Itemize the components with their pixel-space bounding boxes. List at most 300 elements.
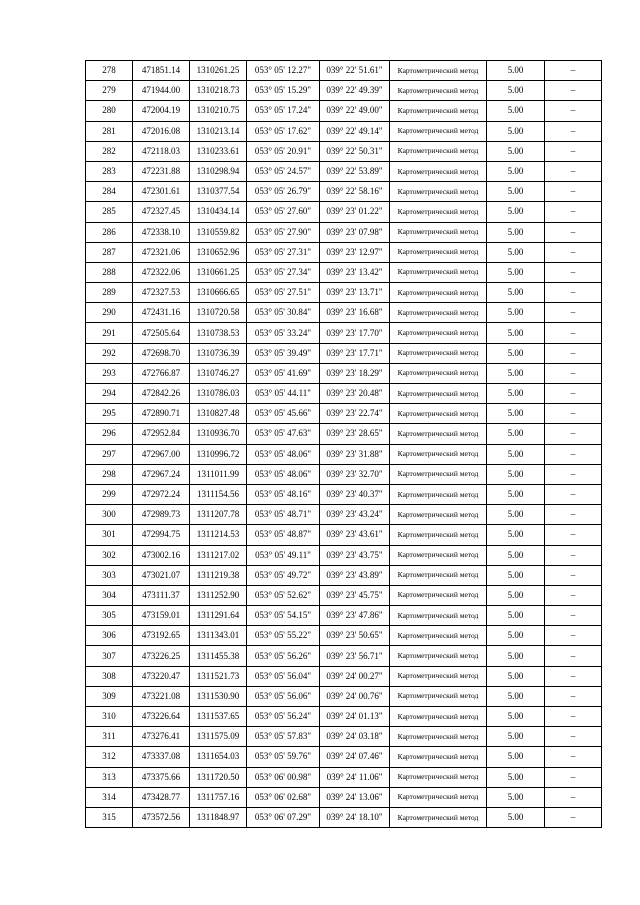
x-coordinate-cell: 473337.08 (133, 747, 190, 767)
x-coordinate-cell: 472972.24 (133, 484, 190, 504)
accuracy-cell: 5.00 (487, 505, 545, 525)
y-coordinate-cell: 1310377.54 (190, 182, 247, 202)
method-cell: Картометрический метод (390, 323, 487, 343)
point-number-cell: 288 (86, 262, 133, 282)
longitude-cell: 039° 24' 01.13" (320, 707, 390, 727)
accuracy-cell: 5.00 (487, 262, 545, 282)
y-coordinate-cell: 1311530.90 (190, 686, 247, 706)
x-coordinate-cell: 473002.16 (133, 545, 190, 565)
note-cell: – (545, 202, 602, 222)
latitude-cell: 053° 05' 48.06" (247, 444, 320, 464)
x-coordinate-cell: 473159.01 (133, 606, 190, 626)
latitude-cell: 053° 05' 27.51" (247, 283, 320, 303)
method-cell: Картометрический метод (390, 182, 487, 202)
point-number-cell: 312 (86, 747, 133, 767)
longitude-cell: 039° 23' 28.65" (320, 424, 390, 444)
y-coordinate-cell: 1311455.38 (190, 646, 247, 666)
note-cell: – (545, 222, 602, 242)
accuracy-cell: 5.00 (487, 343, 545, 363)
point-number-cell: 315 (86, 807, 133, 827)
longitude-cell: 039° 23' 47.86" (320, 606, 390, 626)
y-coordinate-cell: 1310261.25 (190, 61, 247, 81)
note-cell: – (545, 101, 602, 121)
longitude-cell: 039° 23' 32.70" (320, 464, 390, 484)
longitude-cell: 039° 22' 50.31" (320, 141, 390, 161)
latitude-cell: 053° 05' 27.90" (247, 222, 320, 242)
method-cell: Картометрический метод (390, 262, 487, 282)
x-coordinate-cell: 472321.06 (133, 242, 190, 262)
longitude-cell: 039° 23' 18.29" (320, 363, 390, 383)
accuracy-cell: 5.00 (487, 767, 545, 787)
accuracy-cell: 5.00 (487, 565, 545, 585)
y-coordinate-cell: 1310434.14 (190, 202, 247, 222)
point-number-cell: 296 (86, 424, 133, 444)
x-coordinate-cell: 473276.41 (133, 727, 190, 747)
point-number-cell: 313 (86, 767, 133, 787)
accuracy-cell: 5.00 (487, 182, 545, 202)
point-number-cell: 283 (86, 161, 133, 181)
x-coordinate-cell: 473021.07 (133, 565, 190, 585)
y-coordinate-cell: 1311575.09 (190, 727, 247, 747)
longitude-cell: 039° 23' 22.74" (320, 404, 390, 424)
coordinates-table (85, 60, 602, 828)
y-coordinate-cell: 1310827.48 (190, 404, 247, 424)
latitude-cell: 053° 05' 15.29" (247, 81, 320, 101)
note-cell: – (545, 626, 602, 646)
x-coordinate-cell: 472766.87 (133, 363, 190, 383)
latitude-cell: 053° 05' 17.24" (247, 101, 320, 121)
longitude-cell: 039° 24' 07.46" (320, 747, 390, 767)
note-cell: – (545, 121, 602, 141)
note-cell: – (545, 283, 602, 303)
table-row (86, 747, 602, 767)
note-cell: – (545, 242, 602, 262)
note-cell: – (545, 565, 602, 585)
table-row (86, 545, 602, 565)
table-row (86, 384, 602, 404)
accuracy-cell: 5.00 (487, 525, 545, 545)
accuracy-cell: 5.00 (487, 464, 545, 484)
latitude-cell: 053° 05' 49.11" (247, 545, 320, 565)
method-cell: Картометрический метод (390, 747, 487, 767)
note-cell: – (545, 707, 602, 727)
table-row (86, 626, 602, 646)
point-number-cell: 291 (86, 323, 133, 343)
accuracy-cell: 5.00 (487, 444, 545, 464)
table-row (86, 807, 602, 827)
table-row (86, 202, 602, 222)
longitude-cell: 039° 24' 03.18" (320, 727, 390, 747)
y-coordinate-cell: 1311521.73 (190, 666, 247, 686)
y-coordinate-cell: 1311343.01 (190, 626, 247, 646)
y-coordinate-cell: 1310736.39 (190, 343, 247, 363)
table-row (86, 323, 602, 343)
accuracy-cell: 5.00 (487, 727, 545, 747)
method-cell: Картометрический метод (390, 222, 487, 242)
x-coordinate-cell: 471851.14 (133, 61, 190, 81)
y-coordinate-cell: 1310213.14 (190, 121, 247, 141)
table-row (86, 585, 602, 605)
point-number-cell: 314 (86, 787, 133, 807)
point-number-cell: 308 (86, 666, 133, 686)
point-number-cell: 295 (86, 404, 133, 424)
x-coordinate-cell: 472890.71 (133, 404, 190, 424)
method-cell: Картометрический метод (390, 121, 487, 141)
y-coordinate-cell: 1311537.65 (190, 707, 247, 727)
note-cell: – (545, 444, 602, 464)
y-coordinate-cell: 1310720.58 (190, 303, 247, 323)
note-cell: – (545, 262, 602, 282)
note-cell: – (545, 767, 602, 787)
point-number-cell: 289 (86, 283, 133, 303)
method-cell: Картометрический метод (390, 343, 487, 363)
accuracy-cell: 5.00 (487, 303, 545, 323)
y-coordinate-cell: 1311154.56 (190, 484, 247, 504)
latitude-cell: 053° 05' 59.76" (247, 747, 320, 767)
point-number-cell: 300 (86, 505, 133, 525)
note-cell: – (545, 141, 602, 161)
method-cell: Картометрический метод (390, 101, 487, 121)
y-coordinate-cell: 1310233.61 (190, 141, 247, 161)
point-number-cell: 290 (86, 303, 133, 323)
note-cell: – (545, 303, 602, 323)
table-row (86, 787, 602, 807)
latitude-cell: 053° 05' 45.66" (247, 404, 320, 424)
accuracy-cell: 5.00 (487, 121, 545, 141)
longitude-cell: 039° 24' 13.06" (320, 787, 390, 807)
table-row (86, 646, 602, 666)
longitude-cell: 039° 23' 20.48" (320, 384, 390, 404)
method-cell: Картометрический метод (390, 484, 487, 504)
latitude-cell: 053° 05' 12.27" (247, 61, 320, 81)
method-cell: Картометрический метод (390, 727, 487, 747)
longitude-cell: 039° 23' 16.68" (320, 303, 390, 323)
x-coordinate-cell: 473375.66 (133, 767, 190, 787)
y-coordinate-cell: 1311011.99 (190, 464, 247, 484)
method-cell: Картометрический метод (390, 606, 487, 626)
table-row (86, 262, 602, 282)
method-cell: Картометрический метод (390, 545, 487, 565)
table-row (86, 686, 602, 706)
y-coordinate-cell: 1310738.53 (190, 323, 247, 343)
table-row (86, 242, 602, 262)
y-coordinate-cell: 1310936.70 (190, 424, 247, 444)
point-number-cell: 299 (86, 484, 133, 504)
table-row (86, 484, 602, 504)
accuracy-cell: 5.00 (487, 202, 545, 222)
note-cell: – (545, 182, 602, 202)
table-row (86, 444, 602, 464)
x-coordinate-cell: 473428.77 (133, 787, 190, 807)
method-cell: Картометрический метод (390, 787, 487, 807)
longitude-cell: 039° 22' 49.00" (320, 101, 390, 121)
point-number-cell: 279 (86, 81, 133, 101)
table-row (86, 182, 602, 202)
latitude-cell: 053° 05' 56.04" (247, 666, 320, 686)
note-cell: – (545, 727, 602, 747)
y-coordinate-cell: 1310559.82 (190, 222, 247, 242)
latitude-cell: 053° 05' 48.87" (247, 525, 320, 545)
method-cell: Картометрический метод (390, 646, 487, 666)
accuracy-cell: 5.00 (487, 707, 545, 727)
longitude-cell: 039° 23' 07.98" (320, 222, 390, 242)
accuracy-cell: 5.00 (487, 585, 545, 605)
accuracy-cell: 5.00 (487, 484, 545, 504)
method-cell: Картометрический метод (390, 202, 487, 222)
method-cell: Картометрический метод (390, 363, 487, 383)
note-cell: – (545, 61, 602, 81)
point-number-cell: 280 (86, 101, 133, 121)
longitude-cell: 039° 23' 50.65" (320, 626, 390, 646)
table-row (86, 101, 602, 121)
longitude-cell: 039° 23' 31.88" (320, 444, 390, 464)
y-coordinate-cell: 1311654.03 (190, 747, 247, 767)
note-cell: – (545, 404, 602, 424)
table-row (86, 303, 602, 323)
accuracy-cell: 5.00 (487, 101, 545, 121)
coordinates-sheet (85, 60, 602, 828)
x-coordinate-cell: 472967.24 (133, 464, 190, 484)
table-row (86, 505, 602, 525)
x-coordinate-cell: 471944.00 (133, 81, 190, 101)
x-coordinate-cell: 472952.84 (133, 424, 190, 444)
latitude-cell: 053° 05' 55.22" (247, 626, 320, 646)
longitude-cell: 039° 24' 11.06" (320, 767, 390, 787)
longitude-cell: 039° 23' 13.42" (320, 262, 390, 282)
method-cell: Картометрический метод (390, 626, 487, 646)
table-row (86, 606, 602, 626)
x-coordinate-cell: 472338.10 (133, 222, 190, 242)
note-cell: – (545, 363, 602, 383)
note-cell: – (545, 686, 602, 706)
x-coordinate-cell: 473226.64 (133, 707, 190, 727)
method-cell: Картометрический метод (390, 404, 487, 424)
table-row (86, 565, 602, 585)
point-number-cell: 304 (86, 585, 133, 605)
table-row (86, 141, 602, 161)
longitude-cell: 039° 22' 58.16" (320, 182, 390, 202)
latitude-cell: 053° 05' 24.57" (247, 161, 320, 181)
latitude-cell: 053° 05' 41.69" (247, 363, 320, 383)
y-coordinate-cell: 1311217.02 (190, 545, 247, 565)
x-coordinate-cell: 472004.19 (133, 101, 190, 121)
y-coordinate-cell: 1311720.50 (190, 767, 247, 787)
longitude-cell: 039° 22' 51.61" (320, 61, 390, 81)
point-number-cell: 307 (86, 646, 133, 666)
point-number-cell: 284 (86, 182, 133, 202)
table-row (86, 767, 602, 787)
point-number-cell: 309 (86, 686, 133, 706)
table-row (86, 121, 602, 141)
x-coordinate-cell: 472994.75 (133, 525, 190, 545)
accuracy-cell: 5.00 (487, 222, 545, 242)
point-number-cell: 282 (86, 141, 133, 161)
accuracy-cell: 5.00 (487, 283, 545, 303)
latitude-cell: 053° 05' 48.71" (247, 505, 320, 525)
method-cell: Картометрический метод (390, 666, 487, 686)
x-coordinate-cell: 473220.47 (133, 666, 190, 686)
point-number-cell: 281 (86, 121, 133, 141)
accuracy-cell: 5.00 (487, 61, 545, 81)
table-row (86, 404, 602, 424)
method-cell: Картометрический метод (390, 242, 487, 262)
table-row (86, 81, 602, 101)
point-number-cell: 292 (86, 343, 133, 363)
method-cell: Картометрический метод (390, 464, 487, 484)
table-row (86, 222, 602, 242)
y-coordinate-cell: 1311291.64 (190, 606, 247, 626)
latitude-cell: 053° 05' 33.24" (247, 323, 320, 343)
longitude-cell: 039° 23' 17.71" (320, 343, 390, 363)
method-cell: Картометрический метод (390, 444, 487, 464)
y-coordinate-cell: 1310298.94 (190, 161, 247, 181)
accuracy-cell: 5.00 (487, 606, 545, 626)
latitude-cell: 053° 05' 27.34" (247, 262, 320, 282)
longitude-cell: 039° 23' 12.97" (320, 242, 390, 262)
y-coordinate-cell: 1310218.73 (190, 81, 247, 101)
latitude-cell: 053° 05' 47.63" (247, 424, 320, 444)
latitude-cell: 053° 05' 56.26" (247, 646, 320, 666)
latitude-cell: 053° 05' 27.60" (247, 202, 320, 222)
method-cell: Картометрический метод (390, 525, 487, 545)
y-coordinate-cell: 1311848.97 (190, 807, 247, 827)
table-row (86, 727, 602, 747)
point-number-cell: 293 (86, 363, 133, 383)
method-cell: Картометрический метод (390, 283, 487, 303)
x-coordinate-cell: 472327.45 (133, 202, 190, 222)
longitude-cell: 039° 24' 00.76" (320, 686, 390, 706)
x-coordinate-cell: 472967.00 (133, 444, 190, 464)
latitude-cell: 053° 05' 17.62" (247, 121, 320, 141)
y-coordinate-cell: 1311757.16 (190, 787, 247, 807)
longitude-cell: 039° 23' 01.22" (320, 202, 390, 222)
latitude-cell: 053° 05' 20.91" (247, 141, 320, 161)
y-coordinate-cell: 1311214.53 (190, 525, 247, 545)
x-coordinate-cell: 473192.65 (133, 626, 190, 646)
note-cell: – (545, 161, 602, 181)
x-coordinate-cell: 472698.70 (133, 343, 190, 363)
longitude-cell: 039° 23' 56.71" (320, 646, 390, 666)
y-coordinate-cell: 1310786.03 (190, 384, 247, 404)
x-coordinate-cell: 472231.88 (133, 161, 190, 181)
note-cell: – (545, 525, 602, 545)
method-cell: Картометрический метод (390, 141, 487, 161)
longitude-cell: 039° 23' 40.37" (320, 484, 390, 504)
coordinates-table-body (86, 61, 602, 828)
note-cell: – (545, 807, 602, 827)
method-cell: Картометрический метод (390, 424, 487, 444)
method-cell: Картометрический метод (390, 585, 487, 605)
latitude-cell: 053° 05' 48.16" (247, 484, 320, 504)
x-coordinate-cell: 472842.26 (133, 384, 190, 404)
latitude-cell: 053° 05' 26.79" (247, 182, 320, 202)
note-cell: – (545, 585, 602, 605)
method-cell: Картометрический метод (390, 565, 487, 585)
note-cell: – (545, 646, 602, 666)
point-number-cell: 286 (86, 222, 133, 242)
point-number-cell: 287 (86, 242, 133, 262)
method-cell: Картометрический метод (390, 303, 487, 323)
table-row (86, 61, 602, 81)
x-coordinate-cell: 473221.08 (133, 686, 190, 706)
latitude-cell: 053° 05' 57.83" (247, 727, 320, 747)
table-row (86, 343, 602, 363)
y-coordinate-cell: 1310661.25 (190, 262, 247, 282)
note-cell: – (545, 384, 602, 404)
longitude-cell: 039° 23' 43.61" (320, 525, 390, 545)
x-coordinate-cell: 473572.56 (133, 807, 190, 827)
accuracy-cell: 5.00 (487, 161, 545, 181)
point-number-cell: 285 (86, 202, 133, 222)
accuracy-cell: 5.00 (487, 242, 545, 262)
note-cell: – (545, 505, 602, 525)
accuracy-cell: 5.00 (487, 787, 545, 807)
point-number-cell: 301 (86, 525, 133, 545)
note-cell: – (545, 666, 602, 686)
method-cell: Картометрический метод (390, 161, 487, 181)
table-row (86, 363, 602, 383)
longitude-cell: 039° 24' 18.10" (320, 807, 390, 827)
accuracy-cell: 5.00 (487, 747, 545, 767)
note-cell: – (545, 787, 602, 807)
latitude-cell: 053° 05' 39.49" (247, 343, 320, 363)
longitude-cell: 039° 23' 13.71" (320, 283, 390, 303)
longitude-cell: 039° 23' 45.75" (320, 585, 390, 605)
longitude-cell: 039° 22' 49.39" (320, 81, 390, 101)
accuracy-cell: 5.00 (487, 384, 545, 404)
latitude-cell: 053° 05' 49.72" (247, 565, 320, 585)
x-coordinate-cell: 472327.53 (133, 283, 190, 303)
note-cell: – (545, 464, 602, 484)
y-coordinate-cell: 1310996.72 (190, 444, 247, 464)
method-cell: Картометрический метод (390, 81, 487, 101)
table-row (86, 666, 602, 686)
accuracy-cell: 5.00 (487, 141, 545, 161)
longitude-cell: 039° 22' 49.14" (320, 121, 390, 141)
method-cell: Картометрический метод (390, 384, 487, 404)
table-row (86, 424, 602, 444)
latitude-cell: 053° 06' 00.98" (247, 767, 320, 787)
point-number-cell: 311 (86, 727, 133, 747)
latitude-cell: 053° 05' 56.24" (247, 707, 320, 727)
longitude-cell: 039° 23' 43.24" (320, 505, 390, 525)
note-cell: – (545, 424, 602, 444)
latitude-cell: 053° 05' 27.31" (247, 242, 320, 262)
x-coordinate-cell: 472989.73 (133, 505, 190, 525)
latitude-cell: 053° 05' 52.62" (247, 585, 320, 605)
accuracy-cell: 5.00 (487, 626, 545, 646)
y-coordinate-cell: 1310652.96 (190, 242, 247, 262)
accuracy-cell: 5.00 (487, 686, 545, 706)
y-coordinate-cell: 1311207.78 (190, 505, 247, 525)
note-cell: – (545, 545, 602, 565)
note-cell: – (545, 323, 602, 343)
y-coordinate-cell: 1310666.65 (190, 283, 247, 303)
latitude-cell: 053° 05' 56.06" (247, 686, 320, 706)
longitude-cell: 039° 24' 00.27" (320, 666, 390, 686)
x-coordinate-cell: 472016.08 (133, 121, 190, 141)
accuracy-cell: 5.00 (487, 646, 545, 666)
x-coordinate-cell: 473111.37 (133, 585, 190, 605)
table-row (86, 161, 602, 181)
x-coordinate-cell: 472118.03 (133, 141, 190, 161)
x-coordinate-cell: 473226.25 (133, 646, 190, 666)
method-cell: Картометрический метод (390, 807, 487, 827)
method-cell: Картометрический метод (390, 61, 487, 81)
point-number-cell: 305 (86, 606, 133, 626)
point-number-cell: 306 (86, 626, 133, 646)
note-cell: – (545, 747, 602, 767)
